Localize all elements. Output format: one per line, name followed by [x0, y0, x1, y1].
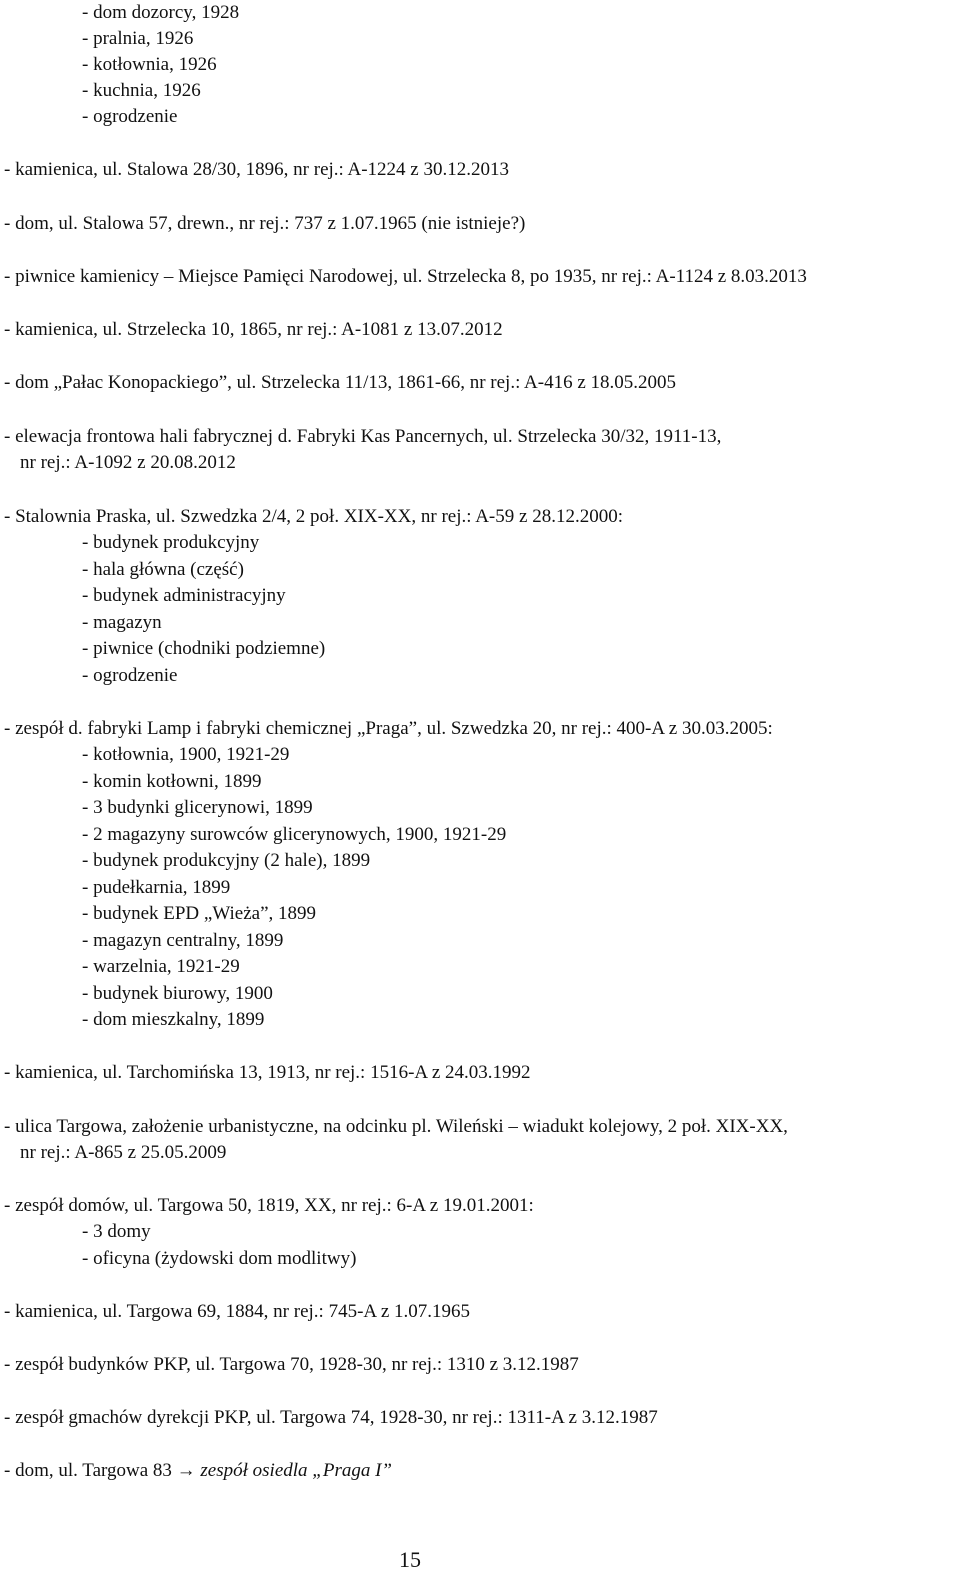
list-item: - kotłownia, 1900, 1921-29	[82, 744, 290, 765]
list-item: - ogrodzenie	[82, 665, 178, 686]
entry-line: - elewacja frontowa hali fabrycznej d. Fabryki Kas Pancernych, ul. Strzelecka 30/32, 1911-13,	[4, 426, 722, 447]
list-item: - pralnia, 1926	[82, 28, 194, 49]
entry-line-continuation: nr rej.: A-1092 z 20.08.2012	[20, 452, 236, 473]
entry-line: - kamienica, ul. Tarchomińska 13, 1913, nr rej.: 1516-A z 24.03.1992	[4, 1062, 531, 1083]
list-item: - dom mieszkalny, 1899	[82, 1009, 265, 1030]
arrow-icon: →	[176, 1460, 201, 1481]
list-item: - kotłownia, 1926	[82, 54, 217, 75]
list-item: - budynek produkcyjny (2 hale), 1899	[82, 850, 371, 871]
list-item: - pudełkarnia, 1899	[82, 877, 231, 898]
list-item: - warzelnia, 1921-29	[82, 956, 240, 977]
list-item: - budynek produkcyjny	[82, 532, 260, 553]
entry-line: - zespół budynków PKP, ul. Targowa 70, 1928-30, nr rej.: 1310 z 3.12.1987	[4, 1354, 579, 1375]
entry-line: - kamienica, ul. Targowa 69, 1884, nr rej.: 745-A z 1.07.1965	[4, 1301, 471, 1322]
entry-text: - dom, ul. Targowa 83	[4, 1460, 177, 1481]
cross-reference-text: zespół osiedla „Praga I”	[200, 1460, 393, 1481]
list-item: - ogrodzenie	[82, 106, 178, 127]
list-item: - 3 domy	[82, 1221, 151, 1242]
entry-line: - piwnice kamienicy – Miejsce Pamięci Narodowej, ul. Strzelecka 8, po 1935, nr rej.: A-1124 z 8.03.2013	[4, 266, 807, 287]
list-item: - budynek administracyjny	[82, 585, 286, 606]
entry-line: - Stalownia Praska, ul. Szwedzka 2/4, 2 poł. XIX-XX, nr rej.: A-59 z 28.12.2000:	[4, 506, 623, 527]
entry-line-continuation: nr rej.: A-865 z 25.05.2009	[20, 1142, 227, 1163]
list-item: - magazyn centralny, 1899	[82, 930, 284, 951]
list-item: - budynek EPD „Wieża”, 1899	[82, 903, 317, 924]
list-item: - magazyn	[82, 612, 162, 633]
entry-line-cross-reference	[4, 1458, 392, 1484]
list-item: - dom dozorcy, 1928	[82, 2, 240, 23]
entry-line: - zespół domów, ul. Targowa 50, 1819, XX, nr rej.: 6-A z 19.01.2001:	[4, 1195, 534, 1216]
entry-line: - ulica Targowa, założenie urbanistyczne, na odcinku pl. Wileński – wiadukt kolejowy, 2 poł. XIX-XX,	[4, 1116, 788, 1137]
list-item: - oficyna (żydowski dom modlitwy)	[82, 1248, 357, 1269]
list-item: - piwnice (chodniki podziemne)	[82, 638, 326, 659]
page-number: 15	[399, 1547, 421, 1572]
list-item: - budynek biurowy, 1900	[82, 983, 273, 1004]
entry-line: - kamienica, ul. Stalowa 28/30, 1896, nr rej.: A-1224 z 30.12.2013	[4, 159, 509, 180]
entry-line: - dom „Pałac Konopackiego”, ul. Strzelecka 11/13, 1861-66, nr rej.: A-416 z 18.05.2005	[4, 372, 677, 393]
list-item: - kuchnia, 1926	[82, 80, 201, 101]
entry-line: - kamienica, ul. Strzelecka 10, 1865, nr rej.: A-1081 z 13.07.2012	[4, 319, 503, 340]
list-item: - hala główna (część)	[82, 559, 244, 580]
entry-line: - dom, ul. Stalowa 57, drewn., nr rej.: 737 z 1.07.1965 (nie istnieje?)	[4, 213, 526, 234]
list-item: - 2 magazyny surowców glicerynowych, 1900, 1921-29	[82, 824, 507, 845]
list-item: - komin kotłowni, 1899	[82, 771, 262, 792]
entry-line: - zespół gmachów dyrekcji PKP, ul. Targowa 74, 1928-30, nr rej.: 1311-A z 3.12.1987	[4, 1407, 658, 1428]
entry-line: - zespół d. fabryki Lamp i fabryki chemicznej „Praga”, ul. Szwedzka 20, nr rej.: 400-A z 30.03.2005:	[4, 718, 773, 739]
list-item: - 3 budynki glicerynowi, 1899	[82, 797, 313, 818]
